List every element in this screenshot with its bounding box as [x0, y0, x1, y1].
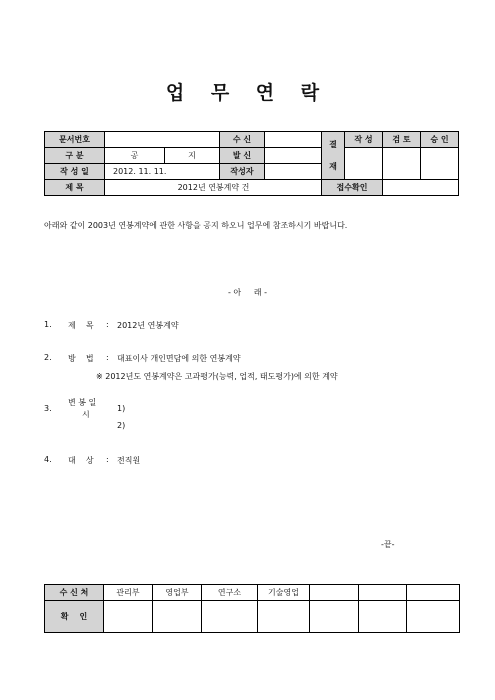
approval-sign-approve[interactable] — [421, 148, 459, 180]
author-label: 작성자 — [220, 164, 265, 180]
approval-label-a: 결 — [329, 139, 337, 149]
item-1-label: 제 목 — [68, 321, 94, 330]
date-label: 작 성 일 — [45, 164, 105, 180]
approval-sign-author[interactable] — [345, 148, 383, 180]
item-4-sep: : — [106, 455, 109, 464]
intro-text: 아래와 같이 2003년 연봉계약에 관한 사항을 공지 하오니 업무에 참조하시기 바랍니다. — [44, 221, 348, 230]
approval-label-b: 재 — [329, 161, 337, 171]
approval-col-review: 검 토 — [383, 132, 421, 148]
confirm-cell-6[interactable] — [359, 601, 407, 633]
confirm-label: 확 인 — [45, 601, 104, 633]
approval-sign-review[interactable] — [383, 148, 421, 180]
subject-value: 2012년 연봉계약 건 — [105, 180, 323, 196]
recipient-dept-2: 영업부 — [153, 585, 202, 601]
approval-side-label — [322, 132, 345, 180]
item-1-number: 1. — [44, 320, 52, 329]
item-2-value: 대표이사 개인면담에 의한 연봉계약 — [117, 354, 241, 363]
recipient-dept-7 — [407, 585, 460, 601]
sender-value — [265, 148, 323, 164]
doc-no-value — [105, 132, 220, 148]
category-label: 구 분 — [45, 148, 105, 164]
recipient-dept-6 — [359, 585, 407, 601]
recipient-label: 수 신 — [220, 132, 265, 148]
item-2-note: ※ 2012년도 연봉계약은 고과평가(능력, 업적, 태도평가)에 의한 계약 — [96, 372, 338, 381]
recipient-dept-3: 연구소 — [202, 585, 258, 601]
distribution-table — [44, 584, 460, 633]
item-4-value: 전직원 — [117, 456, 141, 465]
confirm-cell-3[interactable] — [202, 601, 258, 633]
approval-table — [321, 131, 459, 196]
recipient-dept-1: 관리부 — [104, 585, 153, 601]
author-value — [265, 164, 323, 180]
recipient-dept-4: 기술영업 — [258, 585, 310, 601]
item-3-value-1: 1) — [117, 404, 126, 413]
end-mark: -끝- — [381, 540, 395, 549]
recipient-value — [265, 132, 323, 148]
confirm-cell-7[interactable] — [407, 601, 460, 633]
subject-label: 제 목 — [45, 180, 105, 196]
item-2-sep: : — [106, 353, 109, 362]
confirm-cell-2[interactable] — [153, 601, 202, 633]
item-3-label-b: 시 — [82, 410, 90, 419]
item-2-label: 방 법 — [68, 354, 94, 363]
document-title: 업 무 연 락 — [165, 82, 330, 104]
date-value: 2012. 11. 11. — [105, 164, 220, 180]
confirm-cell-4[interactable] — [258, 601, 310, 633]
sender-label: 발 신 — [220, 148, 265, 164]
item-4-number: 4. — [44, 455, 52, 464]
item-2-number: 2. — [44, 353, 52, 362]
confirm-cell-5[interactable] — [310, 601, 359, 633]
confirm-cell-1[interactable] — [104, 601, 153, 633]
category-value-a: 공 — [105, 148, 165, 164]
approval-col-approve: 승 인 — [421, 132, 459, 148]
header-info-table — [44, 131, 323, 196]
recipient-dept-5 — [310, 585, 359, 601]
item-1-value: 2012년 연봉계약 — [117, 321, 179, 330]
below-heading: - 아 래 - — [227, 288, 268, 297]
item-3-number: 3. — [44, 404, 52, 413]
received-value[interactable] — [383, 180, 459, 196]
item-3-label-a: 변 봉 일 — [68, 398, 97, 407]
item-3-value-2: 2) — [117, 421, 126, 430]
approval-col-author: 작 성 — [345, 132, 383, 148]
item-4-label: 대 상 — [68, 456, 94, 465]
doc-no-label: 문서번호 — [45, 132, 105, 148]
category-value-b: 지 — [165, 148, 220, 164]
recipients-label: 수 신 처 — [45, 585, 104, 601]
received-label: 접수확인 — [322, 180, 383, 196]
item-1-sep: : — [106, 320, 109, 329]
